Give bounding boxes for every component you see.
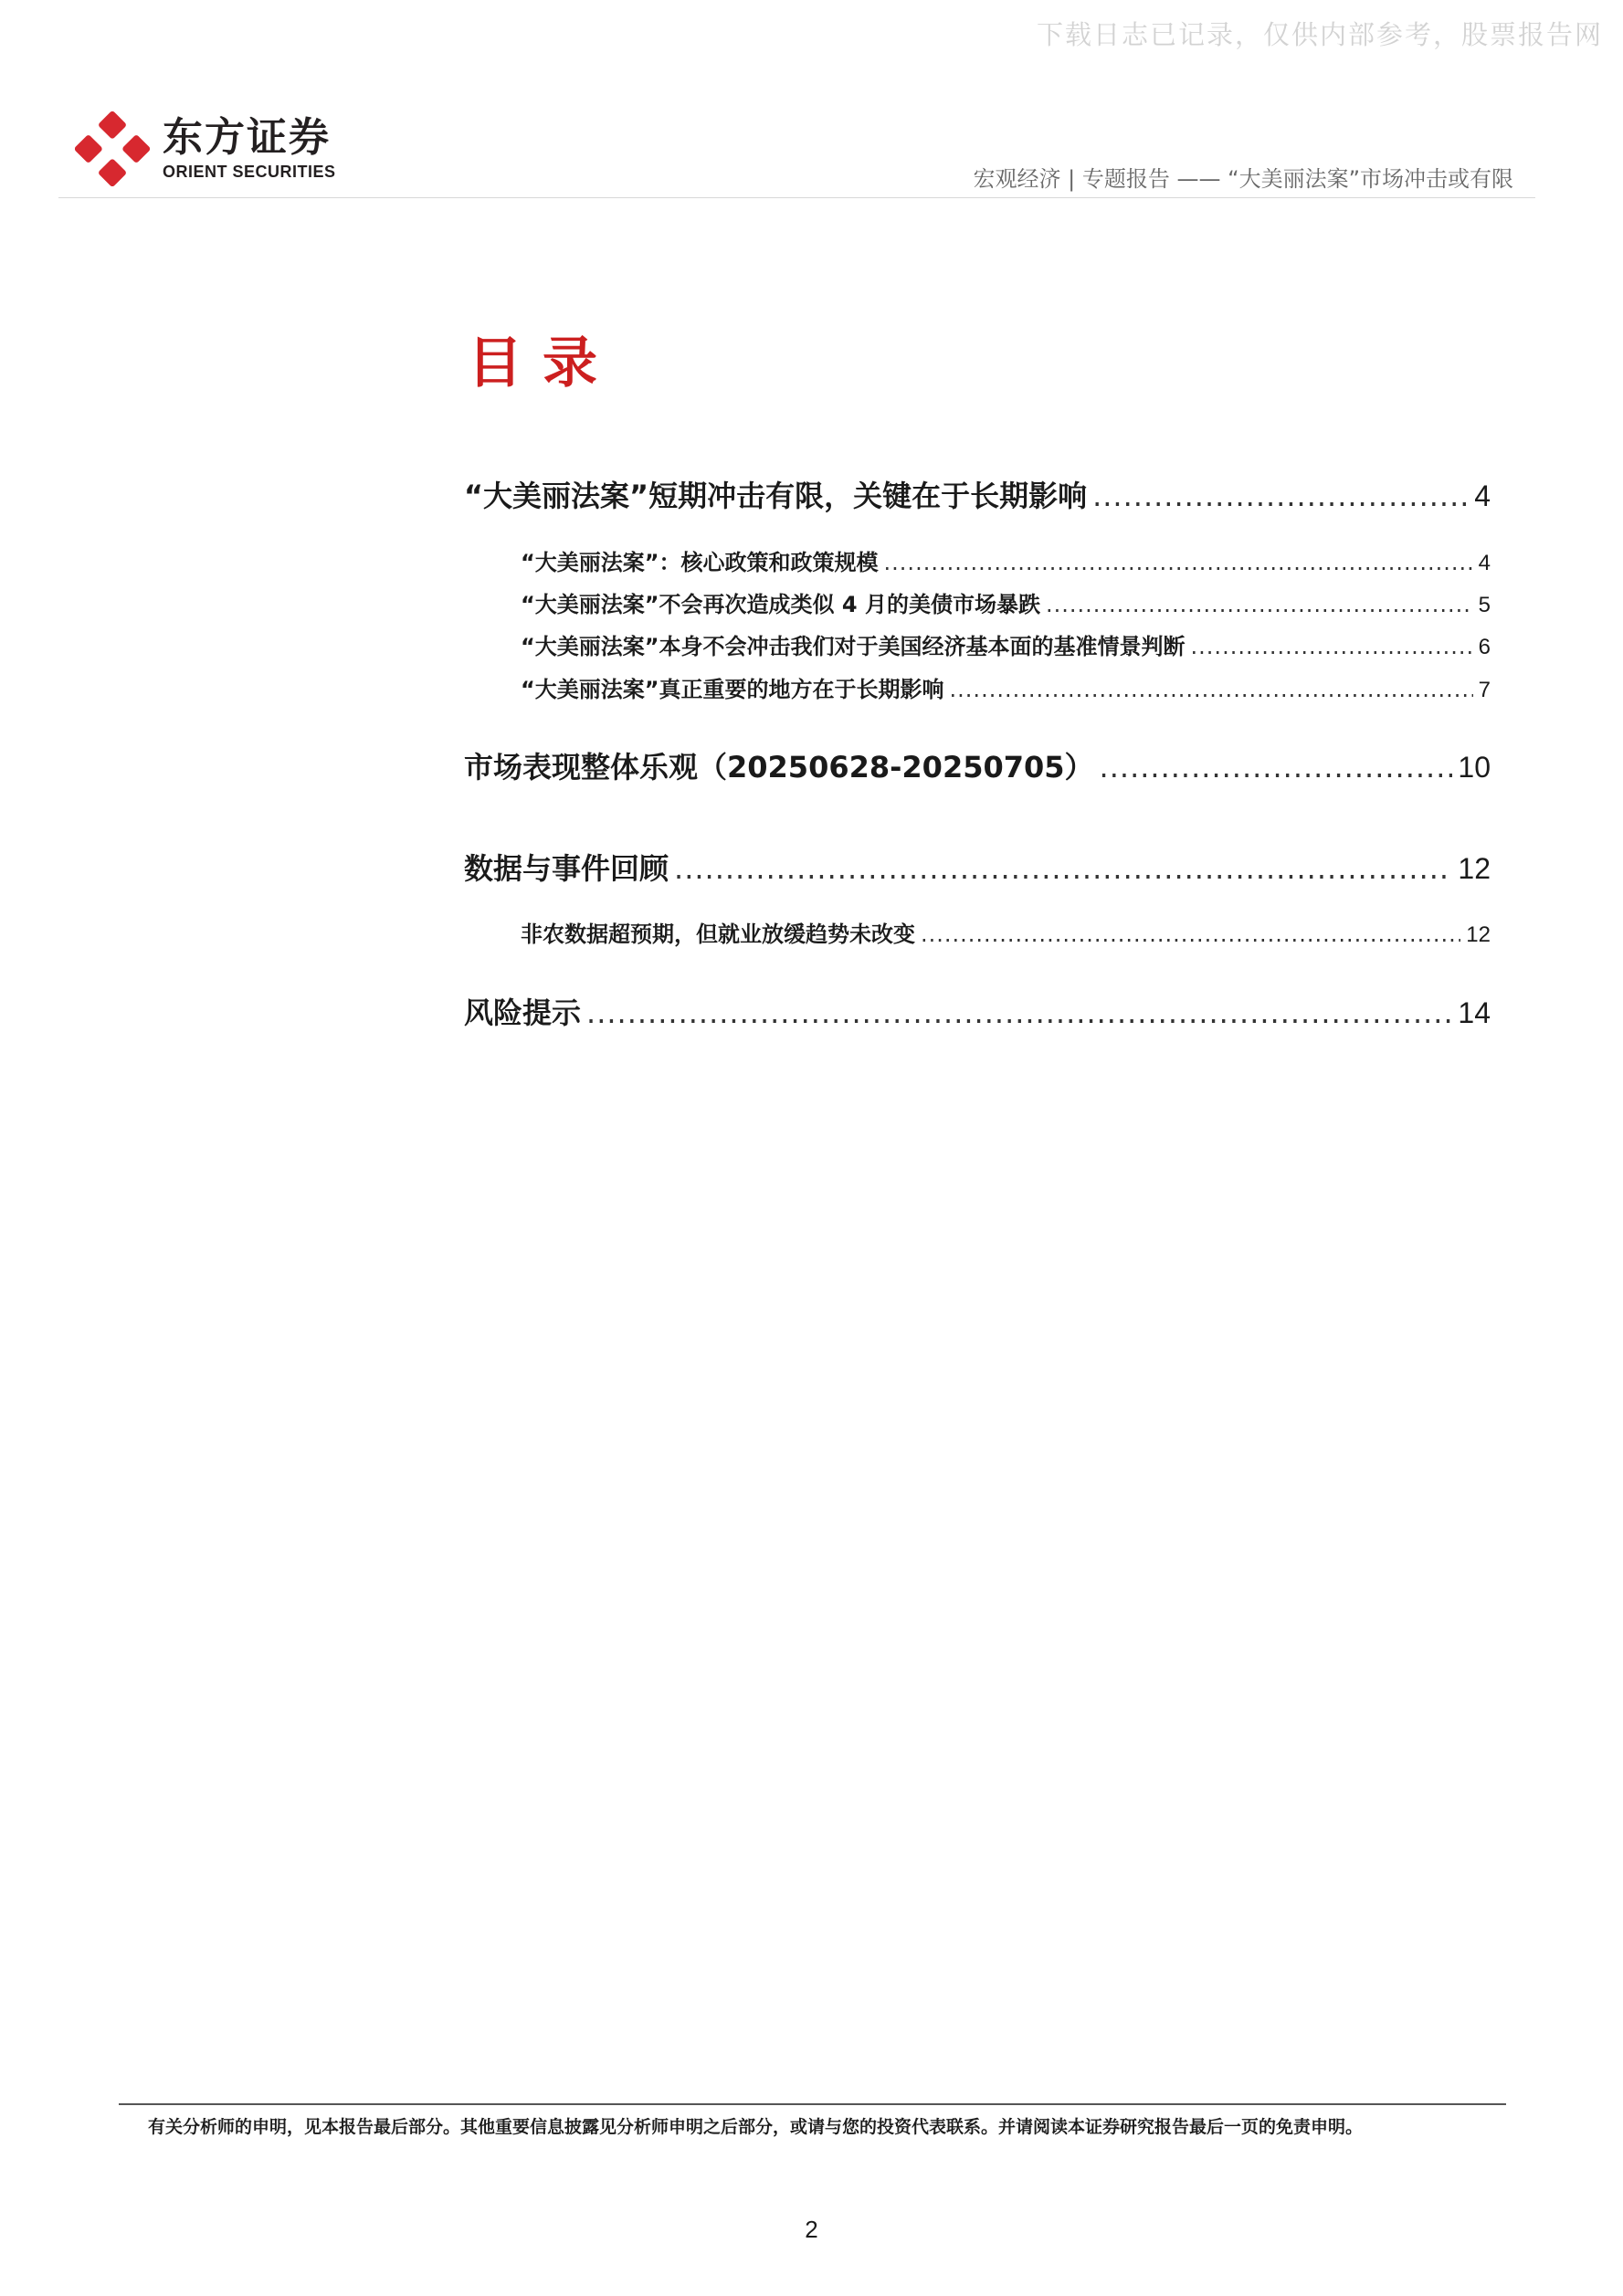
toc-leader-dots — [921, 922, 1460, 947]
toc-entry-label: 风险提示 — [464, 995, 582, 1030]
toc-entry[interactable] — [464, 473, 1491, 515]
toc-entry-label: “大美丽法案”短期冲击有限，关键在于长期影响 — [464, 479, 1088, 513]
toc-entry-page: 10 — [1458, 751, 1491, 784]
toc-entry-label: 市场表现整体乐观（20250628-20250705） — [464, 750, 1094, 785]
toc-entry-page: 12 — [1466, 922, 1491, 947]
toc-entry-page: 6 — [1478, 635, 1491, 659]
toc-entry[interactable] — [521, 671, 1491, 703]
toc-entry-label: 非农数据超预期，但就业放缓趋势未改变 — [521, 922, 915, 947]
toc-entry[interactable] — [464, 846, 1491, 888]
toc-entry-page: 5 — [1478, 593, 1491, 617]
toc-entry-label: “大美丽法案”不会再次造成类似 4 月的美债市场暴跌 — [521, 592, 1040, 617]
toc-entry-page: 14 — [1458, 996, 1491, 1029]
report-breadcrumb: 宏观经济 | 专题报告 —— “大美丽法案”市场冲击或有限 — [973, 166, 1513, 192]
toc-leader-dots — [1046, 592, 1473, 617]
toc-entry[interactable] — [464, 744, 1491, 786]
toc-entry-label: “大美丽法案”：核心政策和政策规模 — [521, 550, 879, 575]
brand-logo — [75, 111, 336, 186]
toc-entry[interactable] — [521, 586, 1491, 618]
brand-name-cn: 东方证券 — [163, 114, 331, 161]
toc-title: 目录 — [468, 332, 617, 395]
toc-entry-label: “大美丽法案”真正重要的地方在于长期影响 — [521, 677, 944, 702]
toc-leader-dots — [1191, 634, 1473, 659]
brand-name-en: ORIENT SECURITIES — [163, 163, 336, 181]
footer-disclaimer: 有关分析师的申明，见本报告最后部分。其他重要信息披露见分析师申明之后部分，或请与您的投资代表联系。并请阅读本证券研究报告最后一页的免责申明。 — [148, 2117, 1364, 2137]
toc-entry[interactable] — [521, 916, 1491, 948]
toc-leader-dots — [586, 995, 1452, 1030]
toc-leader-dots — [884, 550, 1473, 575]
toc-leader-dots — [1092, 479, 1469, 513]
toc-entry[interactable] — [521, 544, 1491, 576]
watermark-text: 下载日志已记录，仅供内部参考，股票报告网 — [1036, 19, 1603, 50]
toc-entry-page: 7 — [1478, 678, 1491, 702]
toc-entry-page: 12 — [1458, 852, 1491, 885]
toc-leader-dots — [950, 677, 1473, 702]
toc-entry-label: “大美丽法案”本身不会冲击我们对于美国经济基本面的基准情景判断 — [521, 634, 1186, 659]
toc-entry-page: 4 — [1478, 551, 1491, 575]
toc-entry-label: 数据与事件回顾 — [464, 851, 669, 886]
footer-divider — [119, 2103, 1506, 2105]
toc-leader-dots — [674, 851, 1452, 886]
toc-entry[interactable] — [464, 990, 1491, 1032]
orient-securities-logo-icon — [75, 111, 150, 186]
header-divider — [58, 197, 1535, 198]
toc-entry[interactable] — [521, 628, 1491, 660]
page-number: 2 — [805, 2216, 818, 2243]
toc-entry-page: 4 — [1474, 479, 1491, 512]
toc-leader-dots — [1100, 750, 1453, 785]
